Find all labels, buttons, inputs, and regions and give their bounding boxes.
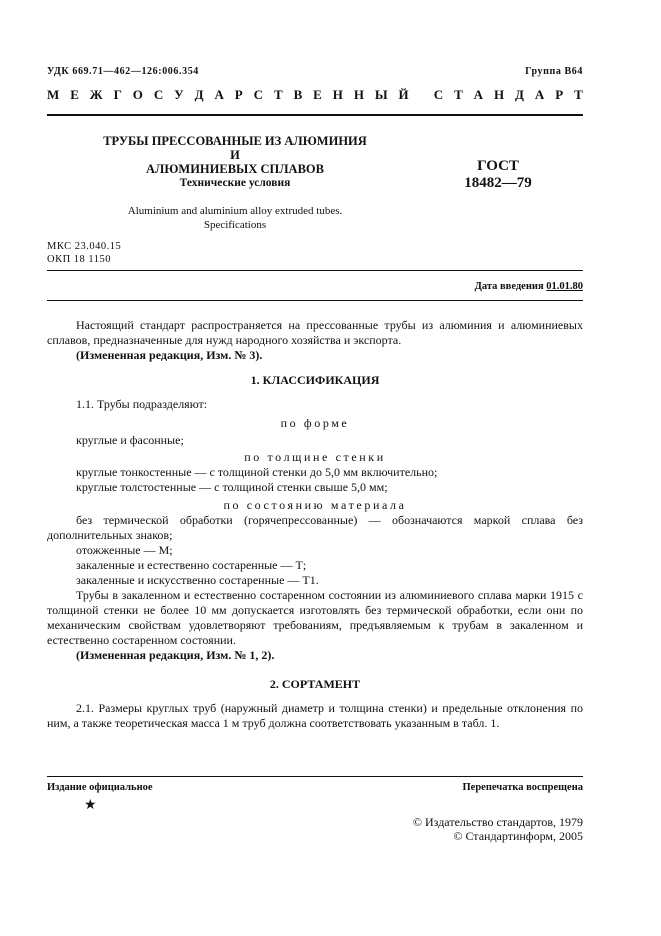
clause-1-1: 1.1. Трубы подразделяют: (76, 397, 208, 411)
udk-code: УДК 669.71—462—126:006.354 (47, 66, 199, 77)
gost-label: ГОСТ (477, 158, 519, 174)
state-item-natural-aged: закаленные и естественно состаренные — Т; (76, 558, 307, 572)
banner-letter: Т (574, 87, 583, 102)
banner-letter: Н (353, 87, 364, 102)
state-item-annealed: отожженные — М; (76, 543, 173, 557)
english-title-line-2: Specifications (203, 219, 267, 231)
subheading-wall: по толщине стенки (244, 450, 386, 464)
star-icon: ★ (84, 798, 97, 813)
introduction-date (475, 281, 583, 292)
intro-paragraph: Настоящий стандарт распространяется на прессованные трубы из алюминия и алюминиевых сплавов, предназначенные для нужд народного хозяйства и экспорта. (47, 318, 583, 347)
banner-letter: А (534, 87, 545, 102)
state-item-no-heat: без термической обработки (горячепрессованные) — обозначаются маркой сплава без дополнительных знаков; (47, 513, 583, 542)
mks-code: МКС 23.040.15 (47, 241, 122, 252)
reprint-prohibited: Перепечатка воспрещена (462, 782, 583, 793)
copyright-block (413, 815, 583, 843)
interstate-standard-banner (47, 87, 583, 103)
banner-letter: А (214, 87, 224, 102)
shape-items: круглые и фасонные; (76, 433, 184, 447)
banner-letter: Е (70, 87, 79, 102)
banner-letter: Т (454, 87, 463, 102)
date-value: 01.01.80 (546, 281, 583, 292)
banner-letter: С (153, 87, 164, 102)
okp-code: ОКП 18 1150 (47, 254, 112, 265)
banner-letter: В (293, 87, 303, 102)
date-label: Дата введения (474, 281, 544, 292)
clause-2-1: 2.1. Размеры круглых труб (наружный диаметр и толщина стенки) и предельные отклонения по ним, а также теоретическая масса 1 м труб должна соответствовать указанным в табл. 1. (47, 701, 583, 730)
banner-letter: Р (555, 87, 564, 102)
document-subtitle: Технические условия (179, 177, 291, 189)
banner-letter: М (47, 87, 60, 102)
banner-letter: Ж (89, 87, 103, 102)
footer-divider (47, 776, 583, 777)
top-divider (47, 114, 583, 116)
banner-letter (420, 87, 423, 103)
subheading-shape: по форме (280, 416, 350, 430)
section-1-heading: 1. КЛАССИФИКАЦИЯ (250, 373, 380, 387)
banner-letter: Н (493, 87, 505, 102)
amendment-note-1-2: (Измененная редакция, Изм. № 1, 2). (76, 648, 275, 662)
tubes-paragraph: Трубы в закаленном и естественно состаренном состоянии из алюминиевого сплава марки 1915 с толщиной стенки не более 10 мм допускается изготовлять без термической обработки, если они по механическим свойствам удовлетворяют требованиям, предъявляемым к трубам в закаленном и естественно состаренном состоянии. (47, 588, 583, 647)
amendment-note-3: (Измененная редакция, Изм. № 3). (76, 348, 263, 362)
banner-letter: У (174, 87, 184, 102)
banner-letter: Д (515, 87, 524, 102)
banner-letter: Г (113, 87, 122, 102)
group-code: Группа В64 (525, 66, 583, 77)
english-title (120, 204, 350, 232)
classification-codes (47, 240, 121, 266)
document-title (100, 134, 370, 176)
banner-letter: Ы (374, 87, 388, 102)
gost-designation (458, 158, 538, 192)
banner-letter: А (473, 87, 484, 102)
subheading-state: по состоянию материала (223, 498, 407, 512)
english-title-line-1: Aluminium and aluminium alloy extruded tubes. (127, 205, 343, 217)
banner-letter: С (253, 87, 264, 102)
wall-item-thick: круглые толстостенные — с толщиной стенки свыше 5,0 мм; (76, 480, 388, 494)
banner-letter: Т (273, 87, 283, 102)
official-edition: Издание официальное (47, 782, 153, 793)
copyright-1979: © Издательство стандартов, 1979 (412, 815, 583, 829)
title-line-2: АЛЮМИНИЕВЫХ СПЛАВОВ (146, 162, 324, 176)
gost-number: 18482—79 (464, 175, 532, 191)
banner-letter: Р (234, 87, 243, 102)
banner-letter: О (132, 87, 143, 102)
wall-item-thin: круглые тонкостенные — с толщиной стенки до 5,0 мм включительно; (76, 465, 438, 479)
codes-divider (47, 270, 583, 271)
banner-letter: Д (194, 87, 204, 102)
state-item-artificial-aged: закаленные и искусственно состаренные — Т1. (76, 573, 319, 587)
date-divider (47, 300, 583, 301)
document-body (47, 318, 583, 731)
title-line-1: ТРУБЫ ПРЕССОВАННЫЕ ИЗ АЛЮМИНИЯ И (103, 134, 367, 162)
banner-letter: С (433, 87, 444, 102)
banner-letter: Й (398, 87, 409, 102)
section-2-heading: 2. СОРТАМЕНТ (269, 677, 361, 691)
banner-letter: Н (332, 87, 343, 102)
copyright-2005: © Стандартинформ, 2005 (453, 829, 583, 843)
banner-letter: Е (313, 87, 322, 102)
